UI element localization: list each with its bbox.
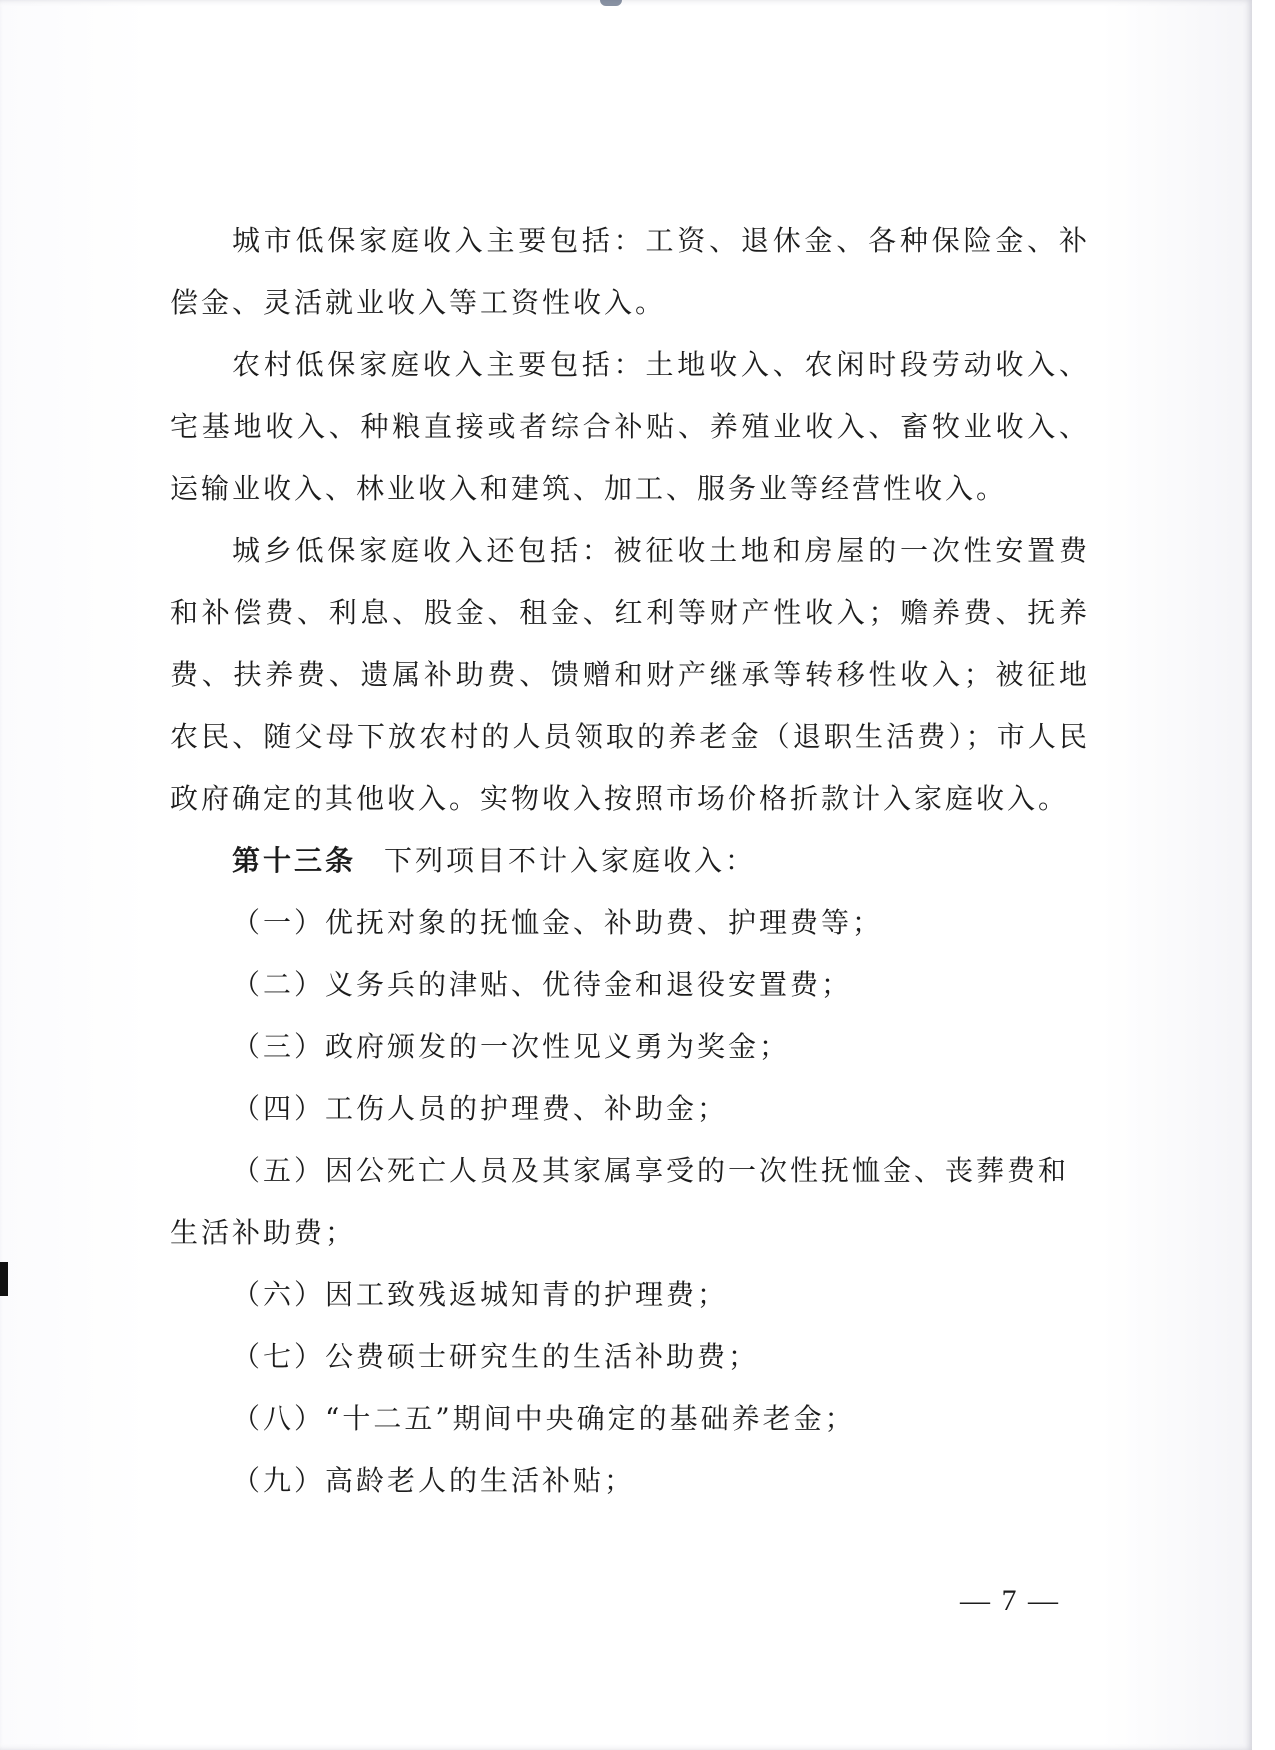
list-item: （四）工伤人员的护理费、补助金； xyxy=(232,1092,729,1125)
list-item: （三）政府颁发的一次性见义勇为奖金； xyxy=(232,1030,791,1063)
paragraph-other-income: 城乡低保家庭收入还包括：被征收土地和房屋的一次性安置费和补偿费、利息、股金、租金、红利等财产性收入；赡养费、抚养费、扶养费、遗属补助费、馈赠和财产继承等转移性收入；被征地农民、随父母下放农村的人员领取的养老金（退职生活费）；市人民政府确定的其他收入。实物收入按照市场价格折款计入家庭收入。 xyxy=(170,534,1090,815)
scan-artifact-top xyxy=(600,0,622,6)
list-item: （八）“十二五”期间中央确定的基础养老金； xyxy=(232,1402,856,1435)
article-text: 下列项目不计入家庭收入： xyxy=(384,844,757,877)
body-text xyxy=(170,210,1090,1512)
page-number: — 7 — xyxy=(960,1584,1060,1617)
list-item: （二）义务兵的津贴、优待金和退役安置费； xyxy=(232,968,853,1001)
paragraph-rural-income: 农村低保家庭收入主要包括：土地收入、农闲时段劳动收入、宅基地收入、种粮直接或者综合补贴、养殖业收入、畜牧业收入、运输业收入、林业收入和建筑、加工、服务业等经营性收入。 xyxy=(170,348,1090,505)
list-item: （七）公费硕士研究生的生活补助费； xyxy=(232,1340,760,1373)
article-title: 第十三条 xyxy=(232,844,357,877)
list-item: （九）高龄老人的生活补贴； xyxy=(232,1464,636,1497)
list-item: （一）优抚对象的抚恤金、补助费、护理费等； xyxy=(232,906,884,939)
paragraph-urban-income: 城市低保家庭收入主要包括：工资、退休金、各种保险金、补偿金、灵活就业收入等工资性收入。 xyxy=(170,224,1090,319)
article-13 xyxy=(170,830,1090,892)
list-item: （六）因工致残返城知青的护理费； xyxy=(232,1278,729,1311)
list-item: （五）因公死亡人员及其家属享受的一次性抚恤金、丧葬费和生活补助费； xyxy=(170,1154,1070,1249)
scan-artifact-left xyxy=(0,1262,8,1296)
